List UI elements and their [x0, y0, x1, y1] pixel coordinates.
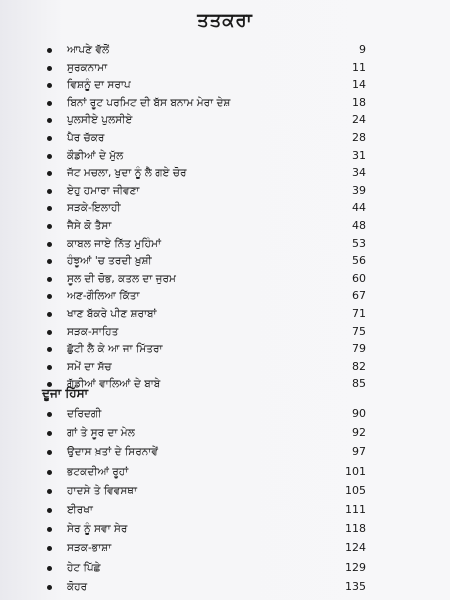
toc-entry — [0, 578, 450, 598]
toc-entry-page-number: 124 — [345, 541, 366, 555]
bullet-icon — [47, 171, 52, 176]
toc-entry-page-number: 85 — [352, 377, 366, 391]
bullet-icon — [47, 330, 52, 335]
toc-entry-page-number: 71 — [352, 307, 366, 320]
bullet-icon — [47, 189, 52, 194]
toc-entry-title: ਸੜਕ-ਭਾਸ਼ਾ — [67, 542, 112, 555]
toc-entry-page-number: 28 — [352, 131, 366, 144]
bullet-icon — [47, 294, 52, 299]
toc-entry — [0, 482, 450, 502]
section-two-heading: ਦੂਜਾ ਹਿੱਸਾ — [42, 386, 89, 400]
bullet-icon — [47, 101, 52, 106]
bullet-icon — [47, 154, 52, 159]
toc-entry-page-number: 118 — [345, 522, 366, 536]
toc-entry-title: ਸੁਰਕਨਾਮਾ — [67, 61, 108, 74]
toc-entry — [0, 520, 450, 540]
toc-entry-title: ਹਾਦਸੇ ਤੇ ਵਿਵਸਥਾ — [67, 484, 137, 497]
toc-entry-page-number: 79 — [352, 342, 366, 356]
toc-entry-page-number: 97 — [352, 445, 366, 459]
toc-entry-title: ਪੁਲਸੀਏ ਪੁਲਸੀਏ — [67, 114, 133, 127]
toc-entry-title: ਏਹੁ ਹਮਾਰਾ ਜੀਵਣਾ — [67, 184, 140, 197]
toc-entry — [0, 501, 450, 521]
toc-entry — [0, 559, 450, 579]
toc-entry-page-number: 67 — [352, 289, 366, 303]
toc-entry-page-number: 44 — [352, 201, 366, 215]
toc-entry-title: ਕੌਡੀਆਂ ਦੇ ਮੁੱਲ — [67, 149, 124, 162]
bullet-icon — [47, 242, 52, 247]
toc-entry-page-number: 92 — [352, 426, 366, 440]
toc-entry — [0, 539, 450, 559]
toc-entry-title: ਅਣ-ਗੌਲਿਆ ਕਿੱਤਾ — [67, 290, 140, 303]
toc-entry-page-number: 18 — [352, 95, 366, 109]
bullet-icon — [47, 450, 52, 455]
toc-entry-page-number: 101 — [345, 464, 366, 478]
bullet-icon — [47, 277, 52, 282]
toc-entry-title: ਹੰਝੂਆਂ 'ਚ ਤਰਦੀ ਖ਼ੁਸ਼ੀ — [67, 255, 152, 268]
bullet-icon — [47, 527, 52, 532]
toc-entry-page-number: 48 — [352, 219, 366, 232]
toc-entry-title: ਆਪਣੇ ਵੱਲੋਂ — [67, 44, 110, 56]
bullet-icon — [47, 347, 52, 352]
toc-entry — [0, 405, 450, 425]
toc-entry — [0, 463, 450, 483]
toc-entry-title: ਸੇਰ ਨੂੰ ਸਵਾ ਸੇਰ — [67, 523, 128, 536]
toc-entry-title: ਸੂਲ ਦੀ ਚੋਭ, ਕਤਲ ਦਾ ਜੁਰਮ — [67, 272, 176, 285]
toc-entry-page-number: 82 — [352, 359, 366, 373]
toc-entry-title: ਬਿਨਾਂ ਰੂਟ ਪਰਮਿਟ ਦੀ ਬੱਸ ਬਨਾਮ ਮੇਰਾ ਦੇਸ਼ — [67, 96, 231, 109]
toc-entry-title: ਉਦਾਸ ਖ਼ਤਾਂ ਦੇ ਸਿਰਨਾਵੇਂ — [67, 446, 158, 459]
toc-entry-title: ਜੈਸੇ ਕੋ ਤੈਸਾ — [67, 220, 112, 232]
toc-entry-page-number: 14 — [352, 78, 366, 92]
toc-entry-title: ਦਰਿਦਗੀ — [67, 408, 102, 420]
toc-entry-title: ਛੁੱਟੀ ਲੈ ਕੇ ਆ ਜਾ ਮਿੱਤਰਾ — [67, 343, 163, 356]
bullet-icon — [47, 431, 52, 436]
toc-entry-title: ਖਾਣ ਬੱਕਰੇ ਪੀਣ ਸ਼ਰਾਬਾਂ — [67, 308, 157, 320]
toc-entry-title: ਵਿਸ਼ਨੂੰ ਦਾ ਸਰਾਪ — [67, 79, 131, 92]
bullet-icon — [47, 508, 52, 513]
bullet-icon — [47, 66, 52, 71]
bullet-icon — [47, 546, 52, 551]
toc-entry-page-number: 11 — [352, 60, 366, 74]
toc-entry-page-number: 90 — [352, 407, 366, 420]
bullet-icon — [47, 365, 52, 370]
toc-entry-page-number: 129 — [345, 560, 366, 574]
toc-entry-page-number: 9 — [359, 43, 366, 56]
toc-entry-page-number: 24 — [352, 113, 366, 127]
toc-entry-page-number: 135 — [345, 579, 366, 593]
bullet-icon — [47, 470, 52, 475]
toc-entry-page-number: 34 — [352, 166, 366, 180]
bullet-icon — [47, 566, 52, 571]
bullet-icon — [47, 118, 52, 123]
toc-entry — [0, 424, 450, 444]
toc-entry-title: ਗਾਂ ਤੇ ਸੂਰ ਦਾ ਮੇਲ — [67, 427, 135, 440]
toc-entry-page-number: 31 — [352, 148, 366, 162]
toc-entry-title: ਭਟਕਦੀਆਂ ਰੂਹਾਂ — [67, 465, 129, 478]
toc-entry-title: ਈਰਖਾ — [67, 504, 93, 516]
toc-entry-title: ਗੱਡੀਆਂ ਵਾਲਿਆਂ ਦੇ ਬਾਬੇ — [67, 378, 161, 391]
toc-entry-title: ਹੇਟ ਪਿੱਛੇ — [67, 561, 101, 574]
bullet-icon — [47, 412, 52, 417]
toc-entry-title: ਜੱਟ ਮਚਲਾ, ਖੁਦਾ ਨੂੰ ਲੈ ਗਏ ਚੋਰ — [67, 167, 187, 180]
page-title: ਤਤਕਰਾ — [197, 10, 253, 31]
bullet-icon — [47, 136, 52, 141]
toc-entry-title: ਸੜਕੇ-ਇਲਾਹੀ — [67, 202, 121, 215]
toc-entry-page-number: 60 — [352, 271, 366, 285]
toc-entry — [0, 443, 450, 463]
toc-entry-title: ਸੜਕ-ਸਾਹਿਤ — [67, 325, 119, 338]
bullet-icon — [47, 489, 52, 494]
bullet-icon — [47, 312, 52, 317]
toc-entry-page-number: 53 — [352, 236, 366, 250]
toc-entry-page-number: 105 — [345, 483, 366, 497]
toc-entry-title: ਪੈਰ ਚੱਕਰ — [67, 132, 105, 144]
toc-entry-page-number: 75 — [352, 324, 366, 338]
toc-entry-page-number: 111 — [345, 503, 366, 516]
toc-entry-page-number: 39 — [352, 183, 366, 197]
bullet-icon — [47, 224, 52, 229]
toc-entry-page-number: 56 — [352, 254, 366, 268]
bullet-icon — [47, 48, 52, 53]
toc-entry-title: ਕਾਬਲ ਜਾਏ ਨਿੱਤ ਮੁਹਿੰਮਾਂ — [67, 237, 161, 250]
bullet-icon — [47, 585, 52, 590]
bullet-icon — [47, 259, 52, 264]
bullet-icon — [47, 206, 52, 211]
bullet-icon — [47, 83, 52, 88]
toc-entry-title: ਸਮੇਂ ਦਾ ਸੱਚ — [67, 360, 112, 373]
toc-entry-title: ਕੋਹਰ — [67, 580, 88, 593]
